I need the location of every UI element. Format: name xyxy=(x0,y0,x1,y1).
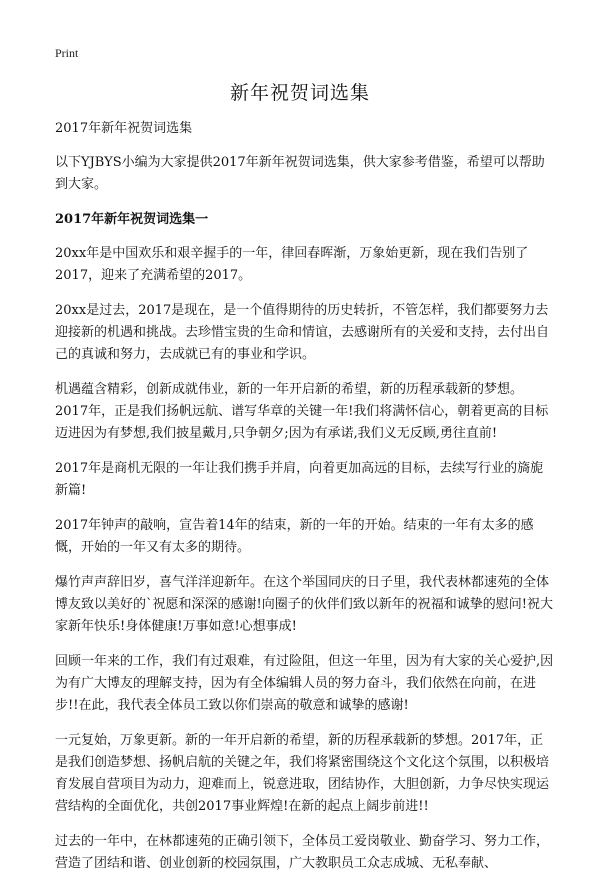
paragraph: 回顾一年来的工作，我们有过艰难，有过险阻，但这一年里，因为有大家的关心爱护,因为有广大博友的理解支持，因为有全体编辑人员的努力奋斗，我们依然在向前，在进步!!在此，我代表全体员工致以你们崇高的敬意和诚挚的感谢! xyxy=(55,654,554,713)
section-heading: 2017年新年祝贺词选集一 xyxy=(55,212,209,227)
paragraph: 2017年是商机无限的一年让我们携手并肩，向着更加高远的目标，去续写行业的旖旎新篇! xyxy=(55,461,544,498)
paragraph: 机遇蕴含精彩，创新成就伟业，新的一年开启新的希望，新的历程承载新的梦想。2017年，正是我们扬帆远航、谱写华章的关键一年!我们将满怀信心，朝着更高的目标迈进因为有梦想,我们披星戴月,只争朝夕;因为有承诺,我们义无反顾,勇往直前! xyxy=(55,382,549,441)
document-title: 新年祝贺词选集 xyxy=(229,82,370,104)
paragraph: 过去的一年中，在林都速苑的正确引领下，全体员工爱岗敬业、勤奋学习、努力工作，营造了团结和谐、创业创新的校园氛围，广大教职员工众志成城、无私奉献、 xyxy=(55,834,550,871)
document-subtitle: 2017年新年祝贺词选集 xyxy=(55,121,193,136)
paragraph: 20xx年是中国欢乐和艰辛握手的一年，律回春晖渐，万象始更新，现在我们告别了2017，迎来了充满希望的2017。 xyxy=(55,246,529,283)
intro-paragraph: 以下YJBYS小编为大家提供2017年新年祝贺词选集，供大家参考借鉴，希望可以帮助到大家。 xyxy=(55,155,545,192)
document-body xyxy=(55,118,555,888)
paragraph: 20xx是过去，2017是现在，是一个值得期待的历史转折，不管怎样，我们都要努力去迎接新的机遇和挑战。去珍惜宝贵的生命和情谊，去感谢所有的关爱和支持，去付出自己的真诚和努力，去成就已有的事业和学识。 xyxy=(55,303,550,362)
paragraph: 一元复始，万象更新。新的一年开启新的希望，新的历程承载新的梦想。2017年，正是我们创造梦想、扬帆启航的关键之年，我们将紧密围绕这个文化这个氛围，以积极培育发展自营项目为动力，迎难而上，锐意进取，团结协作，大胆创新，力争尽快实现运营结构的全面优化，共创2017事业辉煌!在新的起点上阔步前进!! xyxy=(55,733,550,814)
paragraph: 爆竹声声辞旧岁，喜气洋洋迎新年。在这个举国同庆的日子里，我代表林都速苑的全体博友致以美好的`祝愿和深深的感谢!向圈子的伙伴们致以新年的祝福和诚挚的慰问!祝大家新年快乐!身体健康!万事如意!心想事成! xyxy=(55,575,553,634)
paragraph: 2017年钟声的敲响，宣告着14年的结束，新的一年的开始。结束的一年有太多的感慨，开始的一年又有太多的期待。 xyxy=(55,518,534,555)
print-link[interactable]: Print xyxy=(55,46,79,60)
